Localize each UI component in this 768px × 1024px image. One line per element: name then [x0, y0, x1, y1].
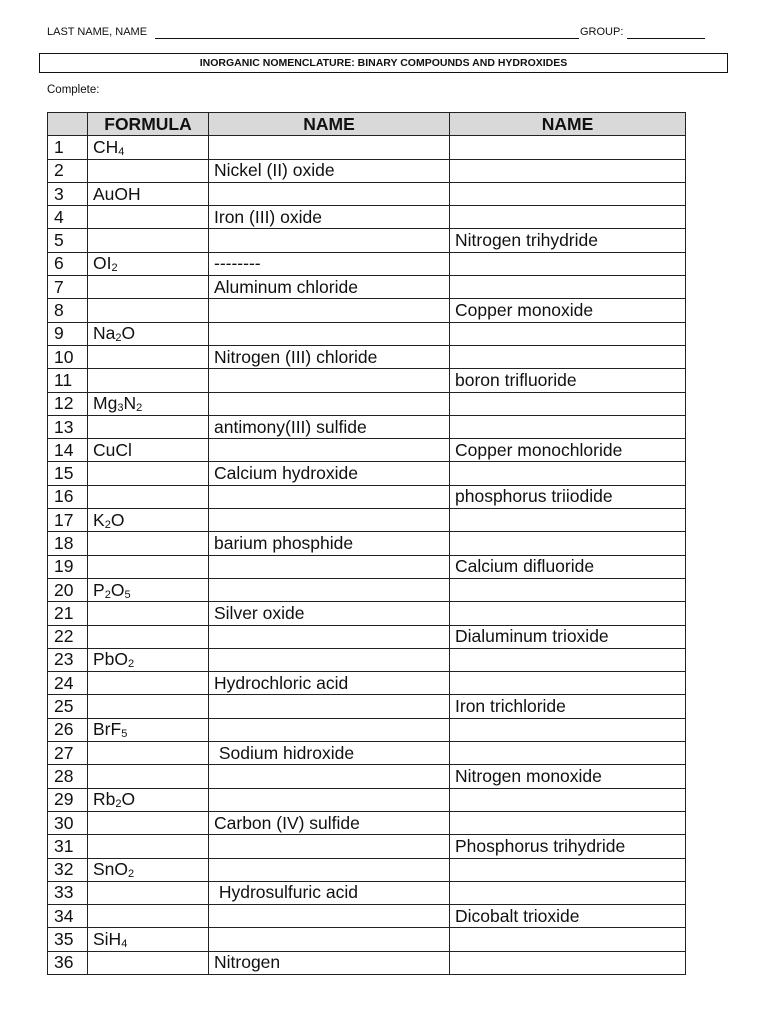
name-cell[interactable]	[209, 485, 450, 508]
name-alt-cell: Iron trichloride	[450, 695, 686, 718]
name-alt-cell: Dialuminum trioxide	[450, 625, 686, 648]
row-number: 23	[48, 648, 88, 671]
formula-cell[interactable]	[88, 485, 209, 508]
name-cell: Silver oxide	[209, 602, 450, 625]
row-number: 9	[48, 322, 88, 345]
name-alt-cell[interactable]	[450, 276, 686, 299]
formula-cell[interactable]	[88, 532, 209, 555]
row-number: 32	[48, 858, 88, 881]
formula-cell[interactable]	[88, 905, 209, 928]
name-alt-cell[interactable]	[450, 159, 686, 182]
name-cell[interactable]	[209, 509, 450, 532]
instruction-text: Complete:	[47, 84, 100, 96]
row-number: 21	[48, 602, 88, 625]
name-cell: Aluminum chloride	[209, 276, 450, 299]
row-number: 17	[48, 509, 88, 532]
row-number: 7	[48, 276, 88, 299]
name-alt-cell: Copper monoxide	[450, 299, 686, 322]
row-number: 26	[48, 718, 88, 741]
table-row	[48, 485, 686, 508]
formula-cell[interactable]	[88, 369, 209, 392]
name-cell[interactable]	[209, 928, 450, 951]
row-number: 19	[48, 555, 88, 578]
formula-cell: $Mg_3N_2$	[88, 392, 209, 415]
formula-cell: PbO$_2$	[88, 648, 209, 671]
formula-cell[interactable]	[88, 555, 209, 578]
name-cell[interactable]	[209, 718, 450, 741]
name-alt-cell[interactable]	[450, 322, 686, 345]
col-header-formula: FORMULA	[88, 113, 209, 136]
name-alt-cell: Nitrogen trihydride	[450, 229, 686, 252]
table-row	[48, 345, 686, 368]
name-alt-cell: Dicobalt trioxide	[450, 905, 686, 928]
name-alt-cell[interactable]	[450, 718, 686, 741]
row-number: 24	[48, 672, 88, 695]
name-alt-cell: phosphorus triiodide	[450, 485, 686, 508]
row-number: 20	[48, 578, 88, 601]
formula-cell[interactable]	[88, 672, 209, 695]
row-number: 1	[48, 136, 88, 159]
col-header-name-alt: NAME	[450, 113, 686, 136]
formula-cell[interactable]	[88, 881, 209, 904]
name-cell: Hydrochloric acid	[209, 672, 450, 695]
formula-cell[interactable]	[88, 345, 209, 368]
formula-cell[interactable]	[88, 299, 209, 322]
formula-cell: $CH_4$	[88, 136, 209, 159]
table-row	[48, 718, 686, 741]
name-alt-cell[interactable]	[450, 788, 686, 811]
name-cell: Hydrosulfuric acid	[209, 881, 450, 904]
name-alt-cell: Phosphorus trihydride	[450, 835, 686, 858]
formula-cell[interactable]	[88, 159, 209, 182]
table-row	[48, 392, 686, 415]
name-cell[interactable]	[209, 788, 450, 811]
formula-cell[interactable]	[88, 695, 209, 718]
row-number: 36	[48, 951, 88, 974]
row-number: 14	[48, 439, 88, 462]
col-header-number	[48, 113, 88, 136]
name-alt-cell: Copper monochloride	[450, 439, 686, 462]
name-cell[interactable]	[209, 369, 450, 392]
table-row	[48, 322, 686, 345]
formula-cell: $Rb_2O$	[88, 788, 209, 811]
table-row	[48, 206, 686, 229]
row-number: 2	[48, 159, 88, 182]
formula-cell[interactable]	[88, 835, 209, 858]
name-cell: --------	[209, 252, 450, 275]
name-cell[interactable]	[209, 555, 450, 578]
name-blank[interactable]	[155, 38, 579, 39]
table-row	[48, 229, 686, 252]
formula-cell[interactable]	[88, 462, 209, 485]
name-alt-cell[interactable]	[450, 951, 686, 974]
worksheet-title: INORGANIC NOMENCLATURE: BINARY COMPOUNDS AND HYDROXIDES	[39, 53, 728, 73]
table-row	[48, 672, 686, 695]
table-row	[48, 182, 686, 205]
table-row	[48, 811, 686, 834]
name-alt-cell[interactable]	[450, 811, 686, 834]
table-row	[48, 369, 686, 392]
name-alt-cell[interactable]	[450, 648, 686, 671]
name-alt-cell[interactable]	[450, 928, 686, 951]
table-row	[48, 881, 686, 904]
row-number: 27	[48, 742, 88, 765]
group-label: GROUP:	[580, 26, 624, 38]
name-alt-cell[interactable]	[450, 881, 686, 904]
formula-cell[interactable]	[88, 206, 209, 229]
name-cell[interactable]	[209, 858, 450, 881]
formula-cell: $Na_2O$	[88, 322, 209, 345]
name-alt-cell[interactable]	[450, 578, 686, 601]
table-row	[48, 439, 686, 462]
table-row	[48, 462, 686, 485]
name-alt-cell[interactable]	[450, 742, 686, 765]
row-number: 31	[48, 835, 88, 858]
table-row	[48, 415, 686, 438]
name-cell: Nitrogen	[209, 951, 450, 974]
row-number: 35	[48, 928, 88, 951]
row-number: 16	[48, 485, 88, 508]
name-alt-cell[interactable]	[450, 136, 686, 159]
formula-cell: AuOH	[88, 182, 209, 205]
name-cell: Sodium hidroxide	[209, 742, 450, 765]
name-cell: barium phosphide	[209, 532, 450, 555]
name-cell[interactable]	[209, 578, 450, 601]
name-cell: Carbon (IV) sulfide	[209, 811, 450, 834]
row-number: 25	[48, 695, 88, 718]
row-number: 22	[48, 625, 88, 648]
table-row	[48, 788, 686, 811]
name-alt-cell[interactable]	[450, 672, 686, 695]
table-row	[48, 602, 686, 625]
formula-cell: SnO$_2$	[88, 858, 209, 881]
name-alt-cell[interactable]	[450, 206, 686, 229]
name-alt-cell[interactable]	[450, 182, 686, 205]
name-alt-cell: boron trifluoride	[450, 369, 686, 392]
name-cell[interactable]	[209, 392, 450, 415]
table-row	[48, 532, 686, 555]
name-alt-cell: Calcium difluoride	[450, 555, 686, 578]
table-row	[48, 905, 686, 928]
table-row	[48, 765, 686, 788]
name-cell[interactable]	[209, 905, 450, 928]
name-cell[interactable]	[209, 648, 450, 671]
table-row	[48, 928, 686, 951]
formula-cell: $K_2O$	[88, 509, 209, 532]
table-row	[48, 159, 686, 182]
row-number: 6	[48, 252, 88, 275]
name-cell[interactable]	[209, 439, 450, 462]
formula-cell[interactable]	[88, 229, 209, 252]
name-label: LAST NAME, NAME	[47, 26, 148, 38]
row-number: 3	[48, 182, 88, 205]
row-number: 18	[48, 532, 88, 555]
name-alt-cell: Nitrogen monoxide	[450, 765, 686, 788]
row-number: 28	[48, 765, 88, 788]
name-alt-cell[interactable]	[450, 509, 686, 532]
formula-cell[interactable]	[88, 602, 209, 625]
name-alt-cell[interactable]	[450, 602, 686, 625]
formula-cell[interactable]	[88, 951, 209, 974]
name-cell: Nitrogen (III) chloride	[209, 345, 450, 368]
table-row	[48, 276, 686, 299]
name-cell[interactable]	[209, 136, 450, 159]
row-number: 4	[48, 206, 88, 229]
name-alt-cell[interactable]	[450, 392, 686, 415]
name-cell[interactable]	[209, 229, 450, 252]
name-cell: Iron (III) oxide	[209, 206, 450, 229]
table-row	[48, 951, 686, 974]
table-row	[48, 835, 686, 858]
formula-cell[interactable]	[88, 811, 209, 834]
formula-cell: $P_2O_5$	[88, 578, 209, 601]
name-cell: antimony(III) sulfide	[209, 415, 450, 438]
table-header-row	[48, 113, 686, 136]
student-info-line	[47, 26, 707, 42]
table-row	[48, 299, 686, 322]
row-number: 15	[48, 462, 88, 485]
name-cell[interactable]	[209, 835, 450, 858]
formula-cell[interactable]	[88, 276, 209, 299]
table-row	[48, 578, 686, 601]
table-row	[48, 695, 686, 718]
name-cell[interactable]	[209, 322, 450, 345]
table-row	[48, 555, 686, 578]
table-row	[48, 742, 686, 765]
name-cell[interactable]	[209, 182, 450, 205]
row-number: 12	[48, 392, 88, 415]
nomenclature-table	[47, 112, 686, 975]
row-number: 33	[48, 881, 88, 904]
name-alt-cell[interactable]	[450, 415, 686, 438]
group-blank[interactable]	[627, 38, 705, 39]
name-cell[interactable]	[209, 299, 450, 322]
name-cell[interactable]	[209, 765, 450, 788]
row-number: 5	[48, 229, 88, 252]
formula-cell[interactable]	[88, 742, 209, 765]
formula-cell: CuCl	[88, 439, 209, 462]
row-number: 10	[48, 345, 88, 368]
formula-cell: SiH$_4$	[88, 928, 209, 951]
name-alt-cell[interactable]	[450, 345, 686, 368]
table-row	[48, 858, 686, 881]
table-row	[48, 625, 686, 648]
name-alt-cell[interactable]	[450, 532, 686, 555]
table-row	[48, 252, 686, 275]
table-row	[48, 136, 686, 159]
table-row	[48, 648, 686, 671]
formula-cell: BrF$_5$	[88, 718, 209, 741]
table-row	[48, 509, 686, 532]
name-alt-cell[interactable]	[450, 252, 686, 275]
formula-cell[interactable]	[88, 765, 209, 788]
row-number: 29	[48, 788, 88, 811]
row-number: 30	[48, 811, 88, 834]
formula-cell: $OI_2$	[88, 252, 209, 275]
formula-cell[interactable]	[88, 625, 209, 648]
name-cell[interactable]	[209, 625, 450, 648]
row-number: 34	[48, 905, 88, 928]
row-number: 13	[48, 415, 88, 438]
row-number: 8	[48, 299, 88, 322]
name-cell: Nickel (II) oxide	[209, 159, 450, 182]
name-alt-cell[interactable]	[450, 858, 686, 881]
name-cell: Calcium hydroxide	[209, 462, 450, 485]
name-cell[interactable]	[209, 695, 450, 718]
row-number: 11	[48, 369, 88, 392]
formula-cell[interactable]	[88, 415, 209, 438]
col-header-name: NAME	[209, 113, 450, 136]
name-alt-cell[interactable]	[450, 462, 686, 485]
